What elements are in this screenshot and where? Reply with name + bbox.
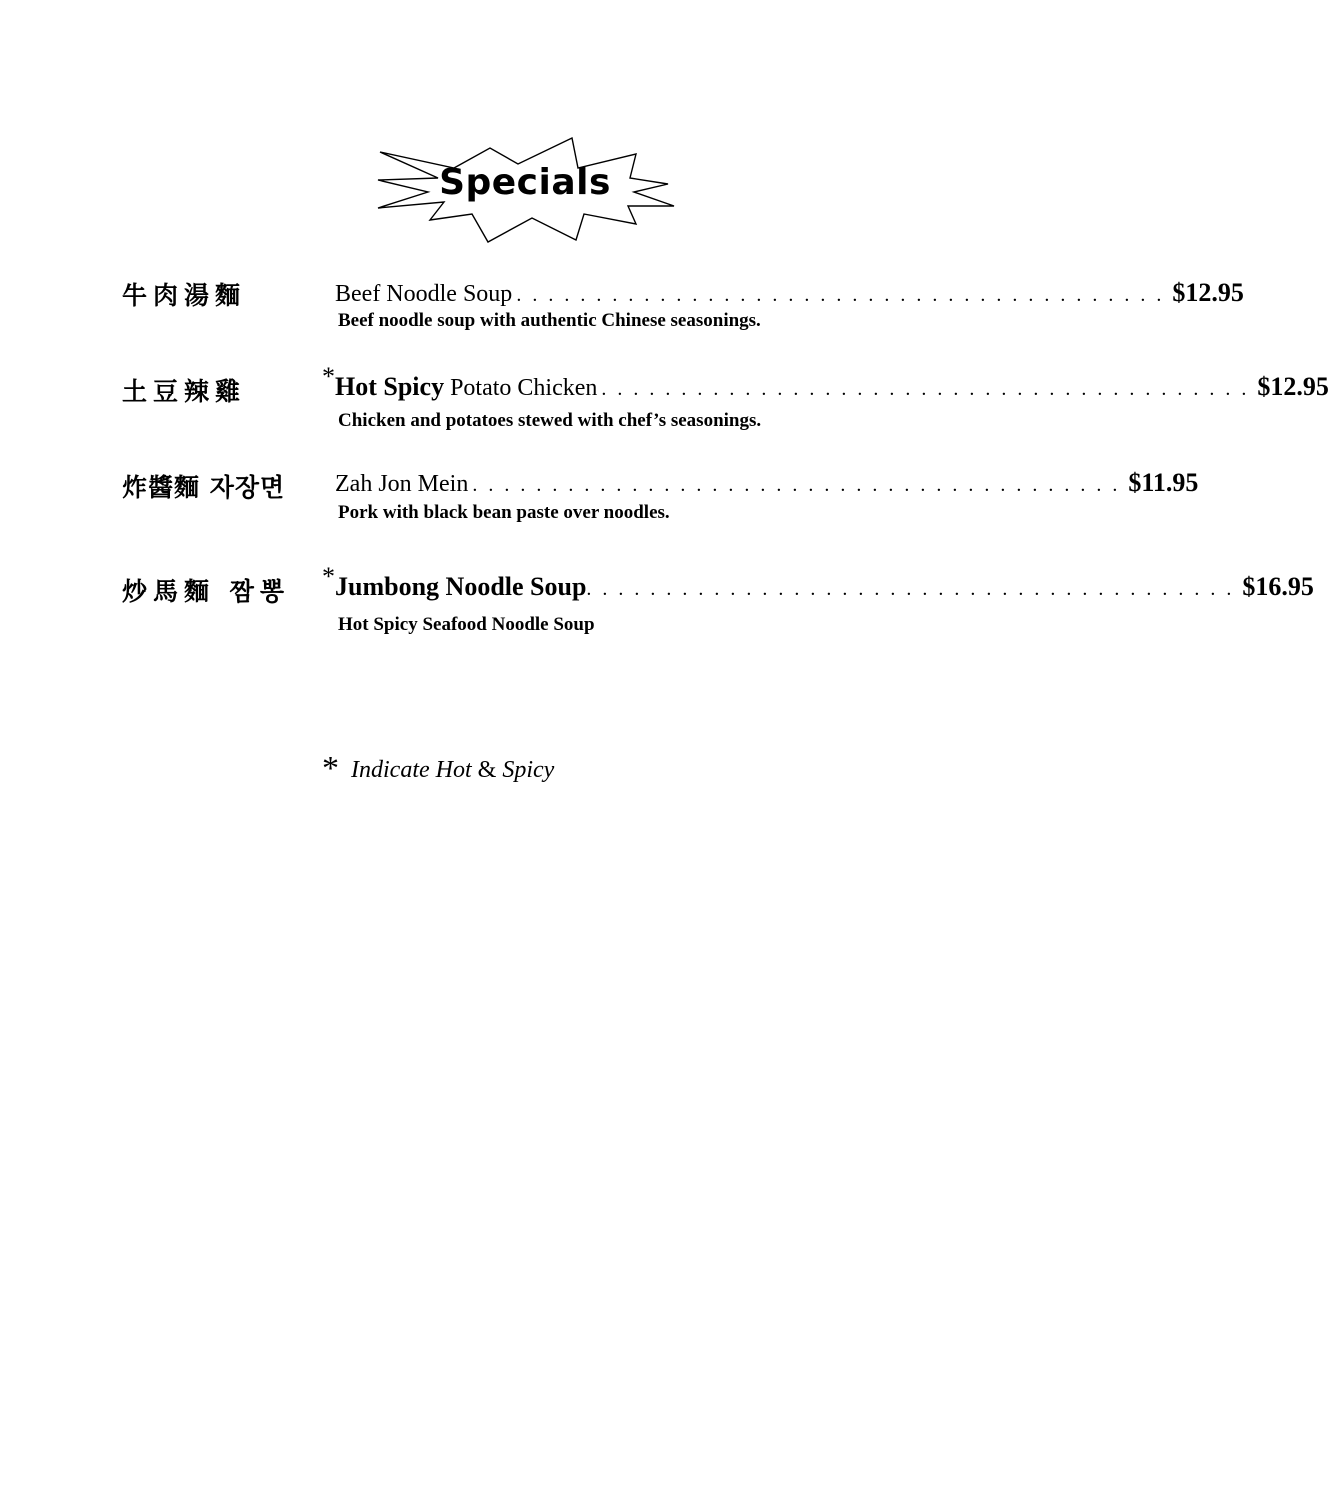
leader-dots: . . . . . . . . . . . . . . . . . . . . . . . . . . . . . . . . . . . . . . . . .	[472, 474, 1121, 496]
page-title: Specials	[439, 162, 611, 203]
item-line	[322, 362, 1329, 402]
item-description: Pork with black bean paste over noodles.	[338, 502, 670, 523]
item-description: Beef noodle soup with authentic Chinese seasonings.	[338, 310, 761, 331]
leader-dots: . . . . . . . . . . . . . . . . . . . . . . . . . . . . . . . . . . . . . . . . .	[516, 284, 1165, 306]
specials-banner	[372, 134, 678, 248]
legend-text-1: Indicate Hot	[351, 757, 472, 783]
item-name	[335, 572, 586, 602]
item-price: $12.95	[1172, 278, 1244, 307]
item-chinese-name: 土豆辣雞	[122, 377, 247, 406]
item-name	[335, 471, 468, 498]
spicy-marker: *	[322, 362, 335, 391]
item-line	[322, 562, 1314, 602]
item-name	[335, 372, 597, 402]
leader-dots: . . . . . . . . . . . . . . . . . . . . . . . . . . . . . . . . . . . . . . . . .	[586, 578, 1235, 600]
item-name-text: Beef Noodle Soup	[335, 281, 513, 307]
spicy-legend	[322, 748, 554, 786]
item-price: $11.95	[1128, 468, 1199, 497]
item-chinese-name: 炸醬麵 자장면	[122, 473, 286, 502]
legend-star: *	[322, 750, 339, 787]
spicy-marker: *	[322, 562, 335, 591]
item-chinese-name: 牛肉湯麵	[122, 281, 247, 310]
item-price: $12.95	[1257, 372, 1329, 401]
item-name-text: Zah Jon Mein	[335, 471, 469, 497]
item-name-bold: Jumbong Noodle Soup	[335, 572, 587, 601]
item-name-bold: Hot Spicy	[335, 372, 445, 401]
item-description: Chicken and potatoes stewed with chef’s seasonings.	[338, 410, 762, 431]
item-line	[322, 278, 1244, 308]
item-description: Hot Spicy Seafood Noodle Soup	[338, 614, 595, 635]
legend-text-2: Spicy	[502, 757, 555, 783]
leader-dots: . . . . . . . . . . . . . . . . . . . . . . . . . . . . . . . . . . . . . . . . .	[601, 378, 1250, 400]
item-price: $16.95	[1242, 572, 1314, 601]
item-chinese-name: 炒馬麵 짬뽕	[122, 577, 291, 606]
item-line	[322, 468, 1199, 498]
item-name-text: Potato Chicken	[444, 375, 598, 401]
item-name	[335, 281, 512, 308]
legend-ampersand: &	[477, 757, 497, 783]
